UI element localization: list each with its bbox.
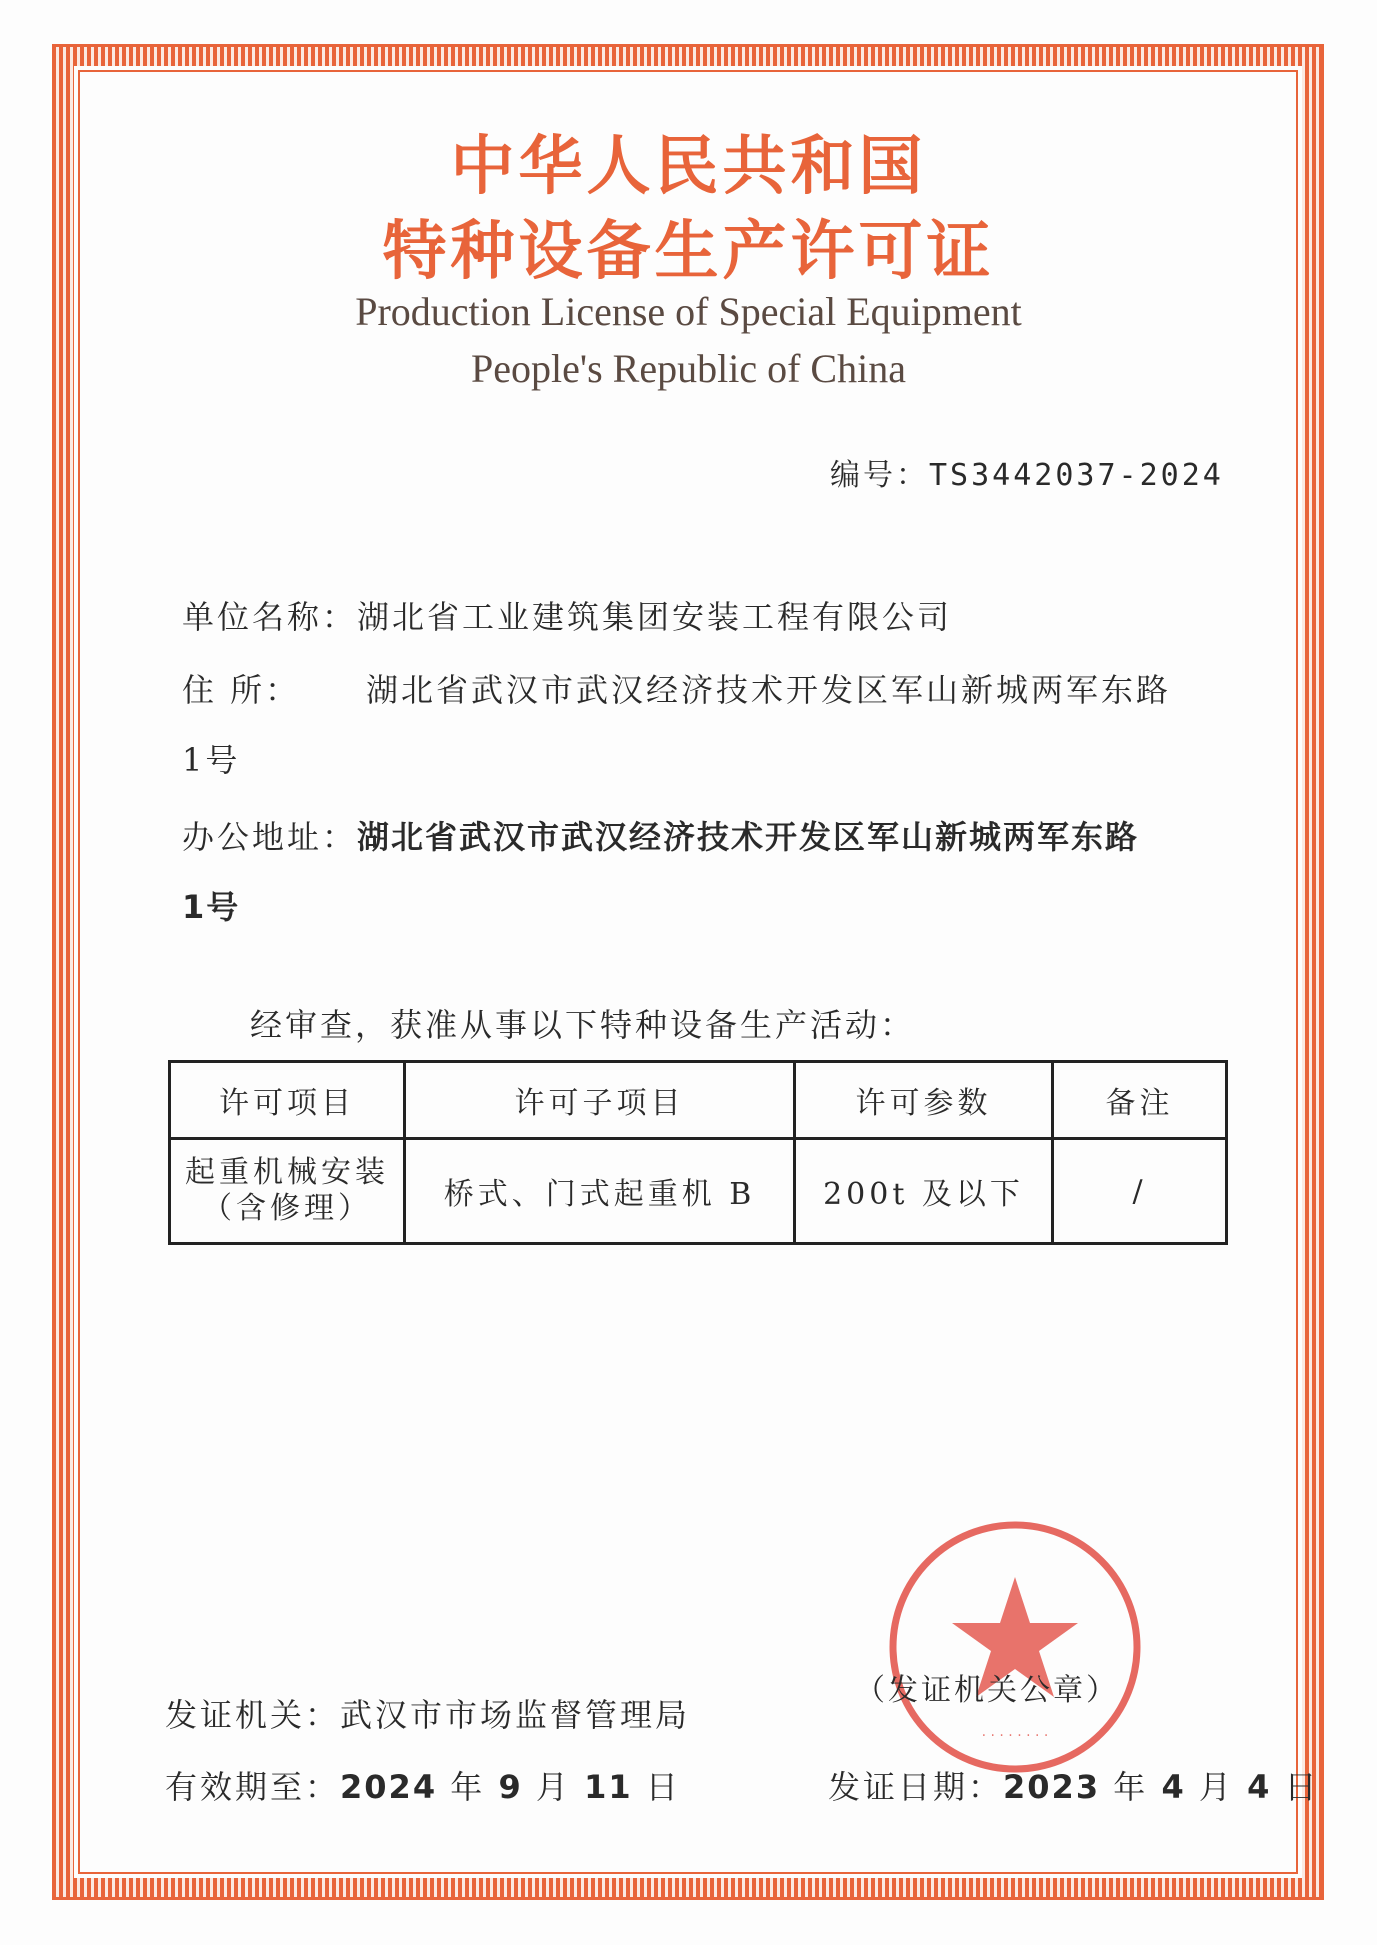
cell-item-line2: （含修理） [202,1191,372,1226]
header-sub-item: 许可子项目 [405,1062,795,1139]
cell-note: / [1053,1139,1227,1244]
statement: 经审查，获准从事以下特种设备生产活动： [250,1006,916,1044]
unit-name-label: 单位名称： [182,598,358,636]
valid-label: 有效期至： [165,1768,341,1806]
cell-item [170,1139,405,1244]
title-en-line1: Production License of Special Equipment [355,289,1022,334]
issue-year-unit: 年 [1113,1768,1149,1806]
office-address [182,812,1139,858]
issue-day-unit: 日 [1284,1768,1320,1806]
residence-label: 住 所： [182,671,301,709]
permit-table [168,1060,1228,1245]
valid-until [165,1762,681,1808]
issue-label: 发证日期： [828,1768,1004,1806]
office-address-label: 办公地址： [182,818,358,856]
table-header-row [170,1062,1227,1139]
license-number-value: TS3442037-2024 [929,458,1224,493]
unit-name [182,592,952,638]
issue-year: 2023 [1003,1768,1101,1806]
seal-caption: （发证机关公章） [855,1673,1119,1708]
valid-month-unit: 月 [535,1768,571,1806]
cell-param: 200t 及以下 [795,1139,1053,1244]
svg-text:· · · · · · · ·: · · · · · · · · [981,1728,1049,1744]
license-number-label: 编号： [830,458,929,493]
cell-sub-item: 桥式、门式起重机 B [405,1139,795,1244]
office-address-value: 湖北省武汉市武汉经济技术开发区军山新城两军东路 [357,818,1140,856]
table-row [170,1139,1227,1244]
valid-month: 9 [498,1768,523,1806]
issuer [165,1690,690,1736]
unit-name-value: 湖北省工业建筑集团安装工程有限公司 [357,598,953,636]
issuer-value: 武汉市市场监督管理局 [340,1696,691,1734]
issue-day: 4 [1247,1768,1272,1806]
cell-item-line1: 起重机械安装 [185,1155,389,1190]
title-cn-line2: 特种设备生产许可证 [382,215,995,289]
office-address-line2: 1号 [182,888,241,926]
valid-day: 11 [584,1768,633,1806]
valid-year: 2024 [340,1768,438,1806]
valid-day-unit: 日 [645,1768,681,1806]
header-note: 备注 [1053,1062,1227,1139]
residence [182,665,1171,711]
residence-value: 湖北省武汉市武汉经济技术开发区军山新城两军东路 [366,671,1172,709]
title-en-line2: People's Republic of China [471,346,906,391]
issue-date [828,1762,1320,1808]
issue-month: 4 [1161,1768,1186,1806]
issue-month-unit: 月 [1198,1768,1234,1806]
issuer-label: 发证机关： [165,1696,341,1734]
header-item: 许可项目 [170,1062,405,1139]
title-cn-line1: 中华人民共和国 [450,130,927,204]
official-seal [880,1515,1150,1780]
residence-line2: 1号 [182,741,241,779]
valid-year-unit: 年 [450,1768,486,1806]
license-number [830,450,1224,494]
header-param: 许可参数 [795,1062,1053,1139]
